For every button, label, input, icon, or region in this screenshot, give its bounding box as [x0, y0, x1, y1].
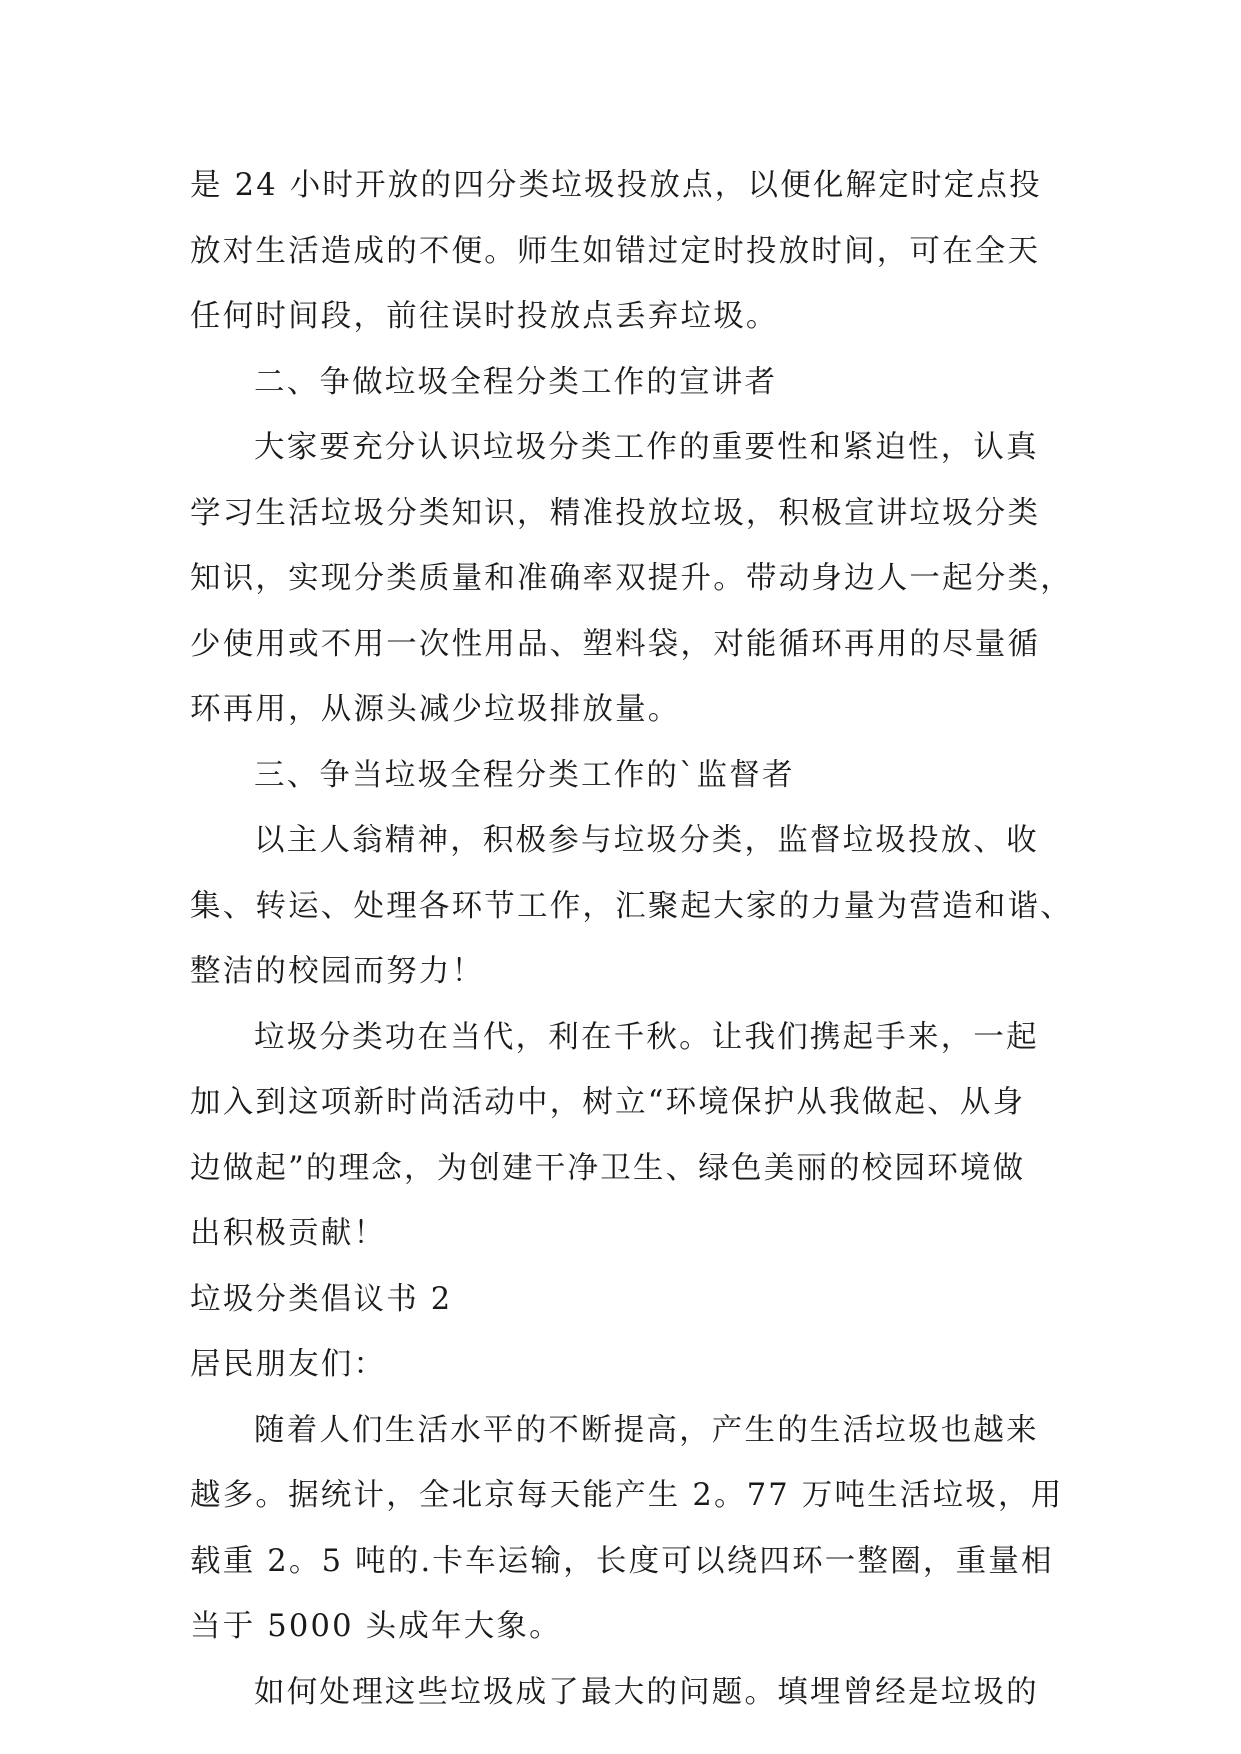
- text-line: 是 24 小时开放的四分类垃圾投放点，以便化解定时定点投: [190, 168, 1042, 203]
- text-line: 学习生活垃圾分类知识，精准投放垃圾，积极宣讲垃圾分类: [190, 495, 1041, 531]
- section-heading: 三、争当垃圾全程分类工作的`监督者: [254, 757, 795, 793]
- document-body: [190, 153, 1073, 1725]
- text-line: 大家要充分认识垃圾分类工作的重要性和紧迫性，认真: [254, 430, 1039, 465]
- text-line: 环再用，从源头减少垃圾排放量。: [190, 692, 681, 727]
- text-line: 出积极贡献！: [190, 1216, 387, 1251]
- text-line: 加入到这项新时尚活动中，树立“环境保护从我做起、从身: [190, 1085, 1026, 1120]
- text-line: 载重 2。5 吨的.卡车运输，长度可以绕四环一整圈，重量相: [190, 1543, 1054, 1579]
- text-line: 边做起”的理念，为创建干净卫生、绿色美丽的校园环境做: [190, 1150, 1026, 1186]
- text-line: 放对生活造成的不便。师生如错过定时投放时间，可在全天: [190, 233, 1041, 269]
- text-line: 以主人翁精神，积极参与垃圾分类，监督垃圾投放、收: [254, 823, 1039, 858]
- text-line: 垃圾分类功在当代，利在千秋。让我们携起手来，一起: [254, 1019, 1039, 1055]
- text-line: 当于 5000 头成年大象。: [190, 1609, 562, 1644]
- text-line: 少使用或不用一次性用品、塑料袋，对能循环再用的尽量循: [190, 626, 1041, 662]
- text-line: 随着人们生活水平的不断提高，产生的生活垃圾也越来: [254, 1412, 1039, 1448]
- text-line: 越多。据统计，全北京每天能产生 2。77 万吨生活垃圾，用: [190, 1478, 1064, 1513]
- text-line: 如何处理这些垃圾成了最大的问题。填埋曾经是垃圾的: [254, 1674, 1039, 1710]
- text-line: 知识，实现分类质量和准确率双提升。带动身边人一起分类，: [190, 561, 1073, 596]
- text-line: 整洁的校园而努力！: [190, 954, 485, 989]
- section-heading: 二、争做垃圾全程分类工作的宣讲者: [254, 364, 778, 400]
- text-line: 任何时间段，前往误时投放点丢弃垃圾。: [190, 299, 779, 334]
- salutation: 居民朋友们：: [190, 1347, 387, 1382]
- text-line: 集、转运、处理各环节工作，汇聚起大家的力量为营造和谐、: [190, 888, 1073, 924]
- document-title: 垃圾分类倡议书 2: [190, 1281, 453, 1317]
